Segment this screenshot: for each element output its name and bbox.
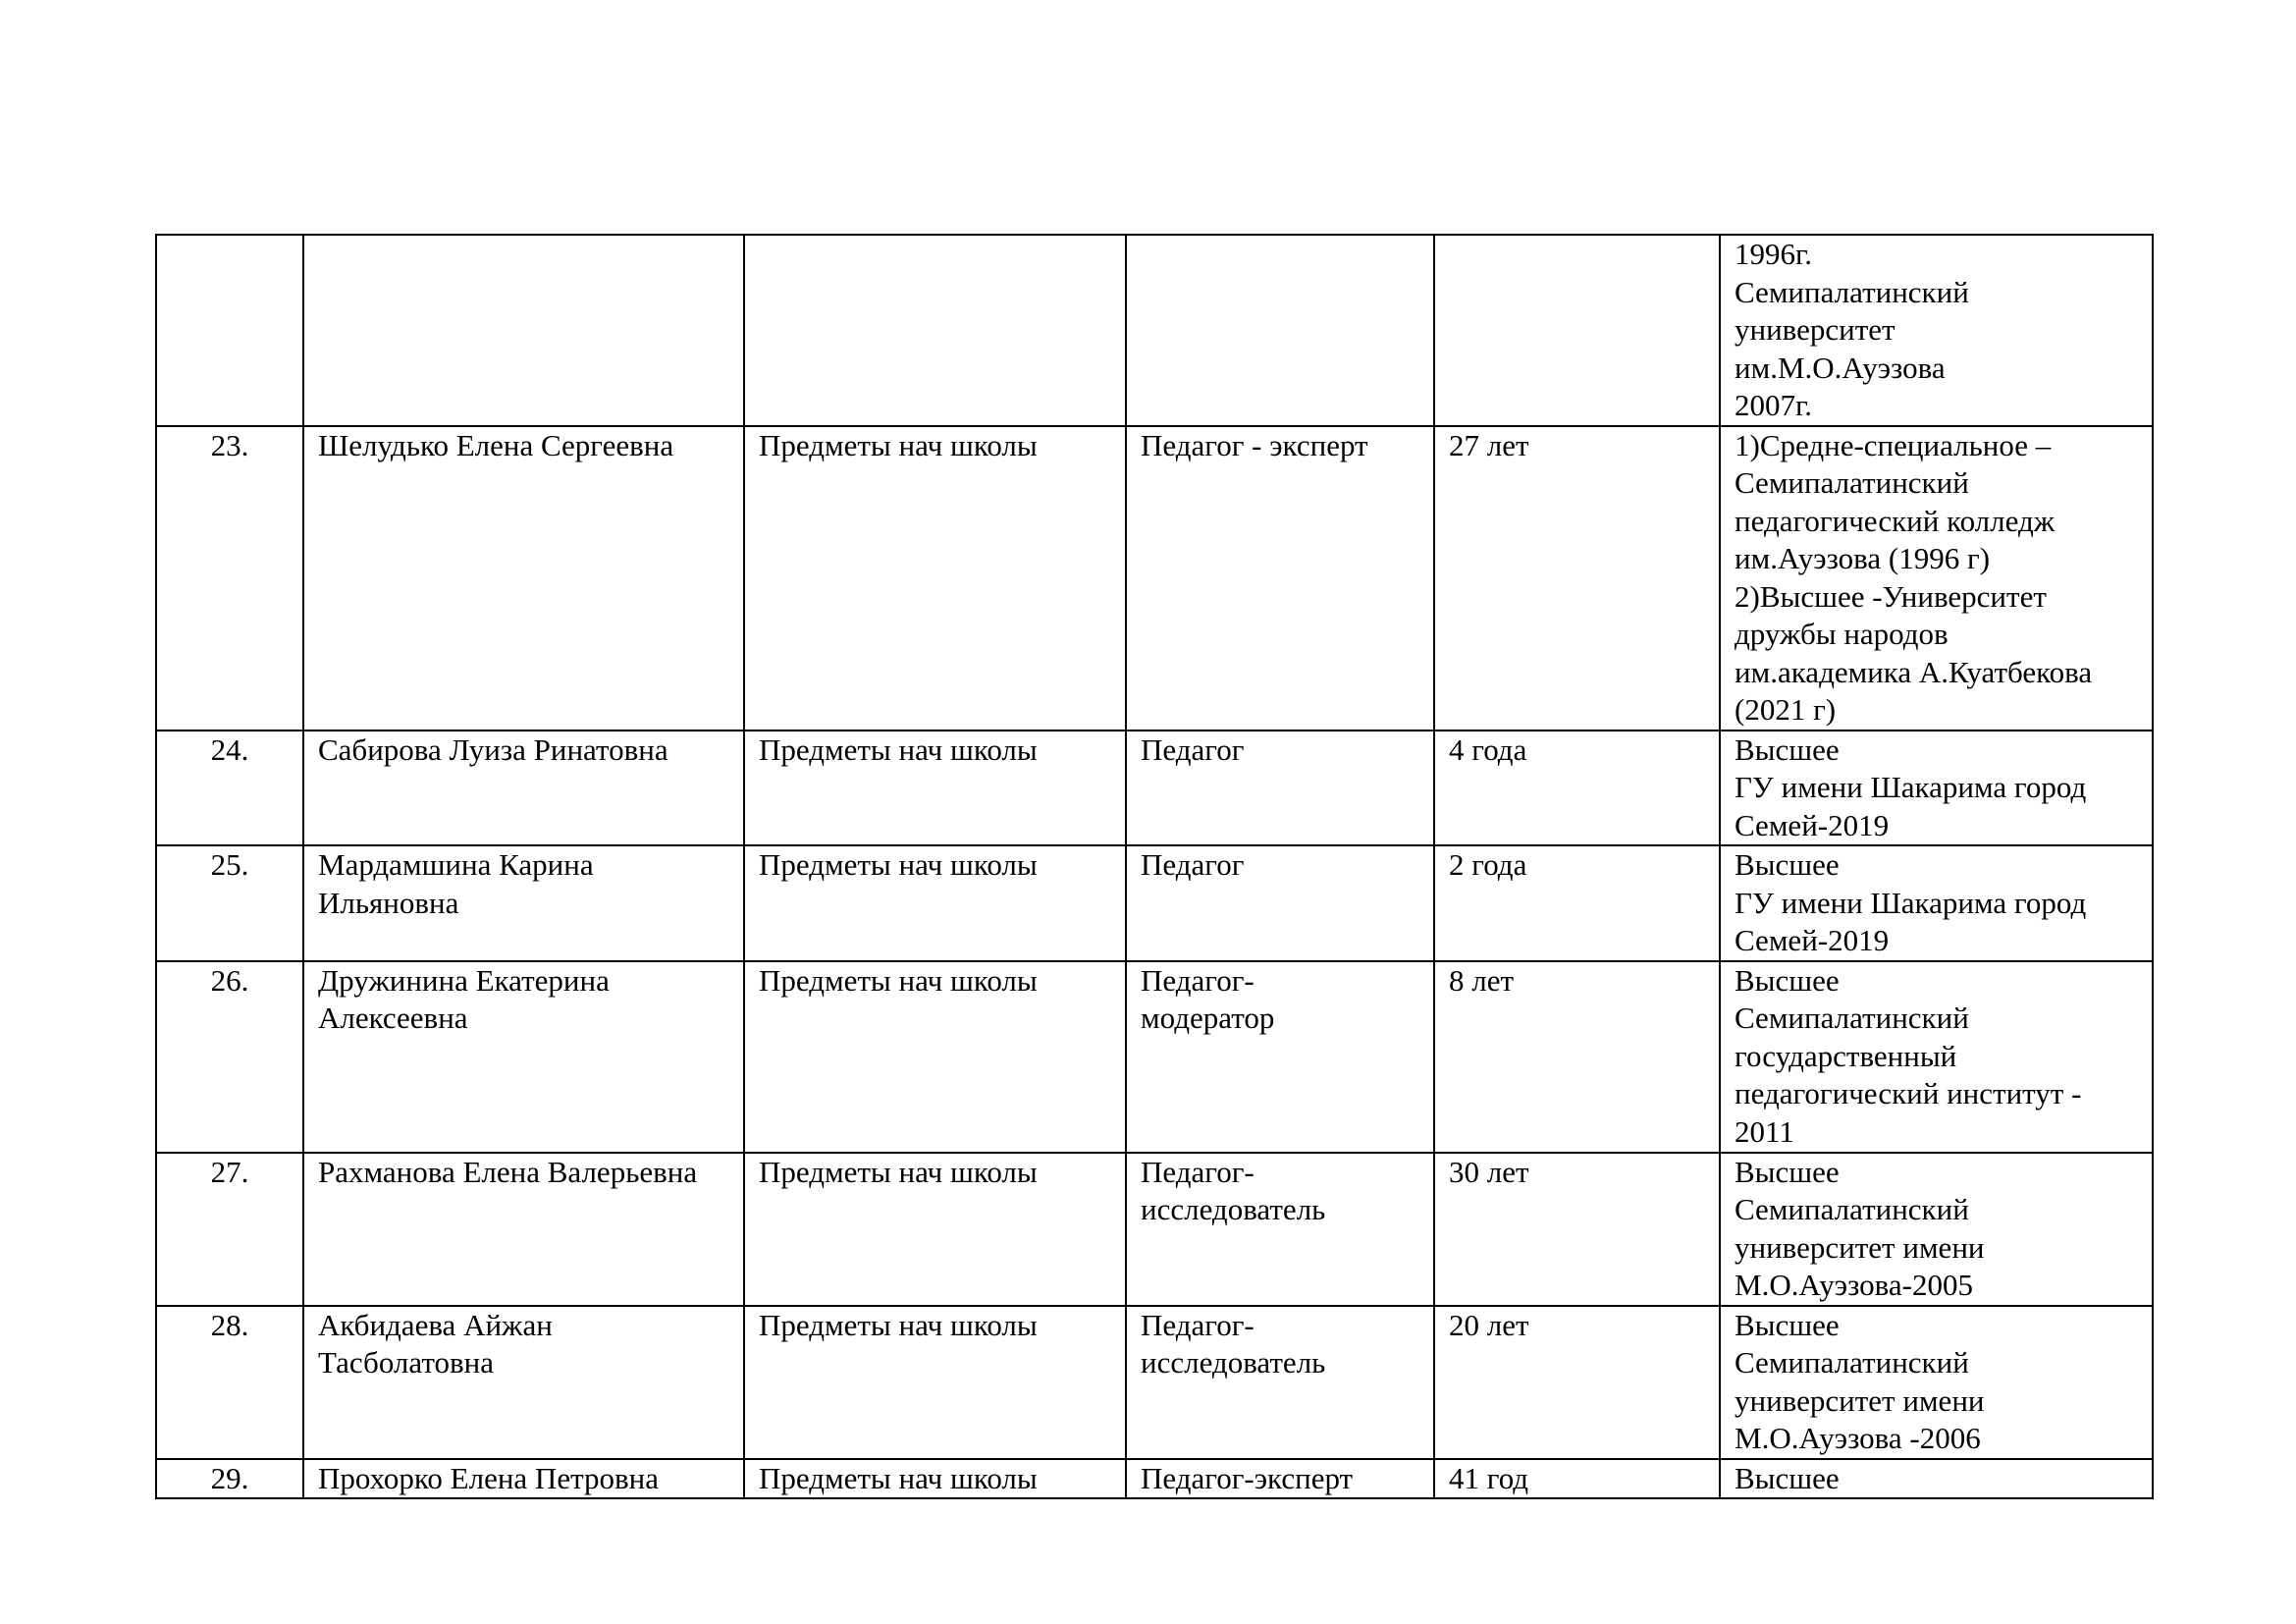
experience-cell — [1434, 1153, 1720, 1306]
category-line: модератор — [1141, 1001, 1275, 1035]
experience-cell — [1434, 961, 1720, 1153]
category-cell — [1126, 845, 1434, 961]
education-line: 1996г. — [1735, 237, 1812, 271]
row-number-text: 24. — [210, 731, 249, 767]
education-line: университет имени — [1735, 1382, 1985, 1418]
education-line: 2)Высшее -Университет — [1735, 578, 2047, 614]
education-cell — [1720, 1153, 2153, 1306]
full-name-cell — [303, 1459, 744, 1499]
subject-cell — [744, 845, 1126, 961]
category-line: Педагог-эксперт — [1141, 1460, 1354, 1495]
category-cell — [1126, 731, 1434, 846]
subject-cell — [744, 235, 1126, 426]
education-line: педагогический колледж — [1735, 503, 2056, 538]
full-name-cell — [303, 1306, 744, 1459]
education-line: 2011 — [1735, 1113, 1794, 1149]
table-body — [156, 235, 2153, 1498]
full-name-cell — [303, 426, 744, 731]
full-name-cell — [303, 235, 744, 426]
education-line: Высшее — [1735, 962, 1840, 998]
education-line: Высшее — [1735, 731, 1840, 767]
category-cell — [1126, 426, 1434, 731]
category-line: Педагог- — [1141, 1307, 1255, 1342]
row-number-text: 29. — [210, 1460, 249, 1495]
education-line: 1)Средне-специальное – — [1735, 427, 2052, 462]
education-line: 2007г. — [1735, 388, 1812, 422]
education-cell — [1720, 235, 2153, 426]
full-name-line: Мардамшина Карина — [318, 847, 594, 882]
category-cell — [1126, 235, 1434, 426]
row-number-cell — [156, 731, 303, 846]
subject-text: Предметы нач школы — [759, 847, 1038, 882]
category-line: исследователь — [1141, 1192, 1326, 1226]
full-name-cell — [303, 1153, 744, 1306]
full-name-cell — [303, 845, 744, 961]
subject-text: Предметы нач школы — [759, 427, 1038, 462]
subject-text: Предметы нач школы — [759, 1154, 1038, 1189]
education-cell — [1720, 731, 2153, 846]
education-line: государственный — [1735, 1038, 1957, 1073]
education-line: (2021 г) — [1735, 692, 1837, 727]
experience-text: 20 лет — [1449, 1307, 1529, 1342]
row-number-cell — [156, 235, 303, 426]
category-line: Педагог — [1141, 731, 1245, 767]
full-name-cell — [303, 731, 744, 846]
subject-cell — [744, 731, 1126, 846]
table-row — [156, 845, 2153, 961]
table-row — [156, 1459, 2153, 1499]
full-name-line: Тасболатовна — [318, 1345, 494, 1380]
education-cell — [1720, 426, 2153, 731]
education-line: им.Ауэзова (1996 г) — [1735, 541, 1991, 575]
full-name-line: Алексеевна — [318, 1001, 468, 1035]
row-number-cell — [156, 1459, 303, 1499]
full-name-line: Ильяновна — [318, 885, 459, 920]
category-cell — [1126, 1306, 1434, 1459]
subject-cell — [744, 426, 1126, 731]
education-line: Семипалатинский — [1735, 465, 1969, 500]
education-line: Высшее — [1735, 847, 1840, 882]
education-line: ГУ имени Шакарима город — [1735, 770, 2087, 804]
education-line: дружбы народов — [1735, 617, 1949, 651]
row-number-cell — [156, 1153, 303, 1306]
category-cell — [1126, 1459, 1434, 1499]
education-line: Семипалатинский — [1735, 274, 1969, 309]
education-line: М.О.Ауэзова -2006 — [1735, 1421, 1981, 1455]
full-name-line: Прохорко Елена Петровна — [318, 1460, 659, 1495]
experience-cell — [1434, 235, 1720, 426]
education-line: им.академика А.Куатбекова — [1735, 654, 2093, 689]
experience-text: 4 года — [1449, 731, 1527, 767]
subject-cell — [744, 1306, 1126, 1459]
category-line: Педагог - эксперт — [1141, 427, 1368, 462]
category-line: Педагог- — [1141, 1154, 1255, 1189]
education-line: Семипалатинский — [1735, 1192, 1969, 1226]
row-number-cell — [156, 426, 303, 731]
education-line: Высшее — [1735, 1460, 1840, 1495]
table-row — [156, 731, 2153, 846]
table-row — [156, 1153, 2153, 1306]
full-name-line: Шелудько Елена Сергеевна — [318, 427, 674, 462]
subject-text: Предметы нач школы — [759, 962, 1038, 998]
row-number-text: 27. — [210, 1154, 249, 1189]
education-line: ГУ имени Шакарима город — [1735, 885, 2087, 920]
category-line: Педагог- — [1141, 962, 1255, 998]
education-line: М.О.Ауэзова-2005 — [1735, 1268, 1973, 1302]
experience-cell — [1434, 426, 1720, 731]
experience-cell — [1434, 1459, 1720, 1499]
experience-cell — [1434, 731, 1720, 846]
row-number-cell — [156, 845, 303, 961]
table-row — [156, 1306, 2153, 1459]
full-name-cell — [303, 961, 744, 1153]
row-number-cell — [156, 961, 303, 1153]
subject-text: Предметы нач школы — [759, 1460, 1038, 1495]
experience-text: 8 лет — [1449, 962, 1515, 998]
education-line: Высшее — [1735, 1154, 1840, 1189]
experience-cell — [1434, 845, 1720, 961]
category-line: исследователь — [1141, 1345, 1326, 1380]
experience-text: 41 год — [1449, 1460, 1529, 1495]
education-line: Семипалатинский — [1735, 1001, 1969, 1035]
full-name-line: Дружинина Екатерина — [318, 962, 610, 998]
education-cell — [1720, 1459, 2153, 1499]
table-row — [156, 961, 2153, 1153]
staff-table — [155, 234, 2154, 1499]
experience-cell — [1434, 1306, 1720, 1459]
row-number-text: 23. — [210, 427, 249, 462]
subject-cell — [744, 1153, 1126, 1306]
education-line: им.М.О.Ауэзова — [1735, 350, 1946, 385]
education-line: университет имени — [1735, 1229, 1985, 1265]
education-line: Семей-2019 — [1735, 923, 1890, 957]
full-name-line: Рахманова Елена Валерьевна — [318, 1154, 698, 1189]
education-cell — [1720, 1306, 2153, 1459]
education-line: Семипалатинский — [1735, 1345, 1969, 1380]
experience-text: 30 лет — [1449, 1154, 1529, 1189]
education-line: университет — [1735, 312, 1896, 347]
category-cell — [1126, 961, 1434, 1153]
row-number-text: 28. — [210, 1307, 249, 1342]
education-line: Высшее — [1735, 1307, 1840, 1342]
education-cell — [1720, 845, 2153, 961]
subject-text: Предметы нач школы — [759, 731, 1038, 767]
full-name-line: Акбидаева Айжан — [318, 1307, 553, 1342]
row-number-cell — [156, 1306, 303, 1459]
education-line: педагогический институт - — [1735, 1076, 2082, 1110]
category-cell — [1126, 1153, 1434, 1306]
row-number-text: 26. — [210, 962, 249, 998]
table-row — [156, 235, 2153, 426]
experience-text: 27 лет — [1449, 427, 1529, 462]
row-number-text: 25. — [210, 847, 249, 882]
subject-cell — [744, 961, 1126, 1153]
education-cell — [1720, 961, 2153, 1153]
experience-text: 2 года — [1449, 847, 1527, 882]
subject-text: Предметы нач школы — [759, 1307, 1038, 1342]
category-line: Педагог — [1141, 847, 1245, 882]
full-name-line: Сабирова Луиза Ринатовна — [318, 731, 668, 767]
education-line: Семей-2019 — [1735, 807, 1890, 842]
table-row — [156, 426, 2153, 731]
subject-cell — [744, 1459, 1126, 1499]
